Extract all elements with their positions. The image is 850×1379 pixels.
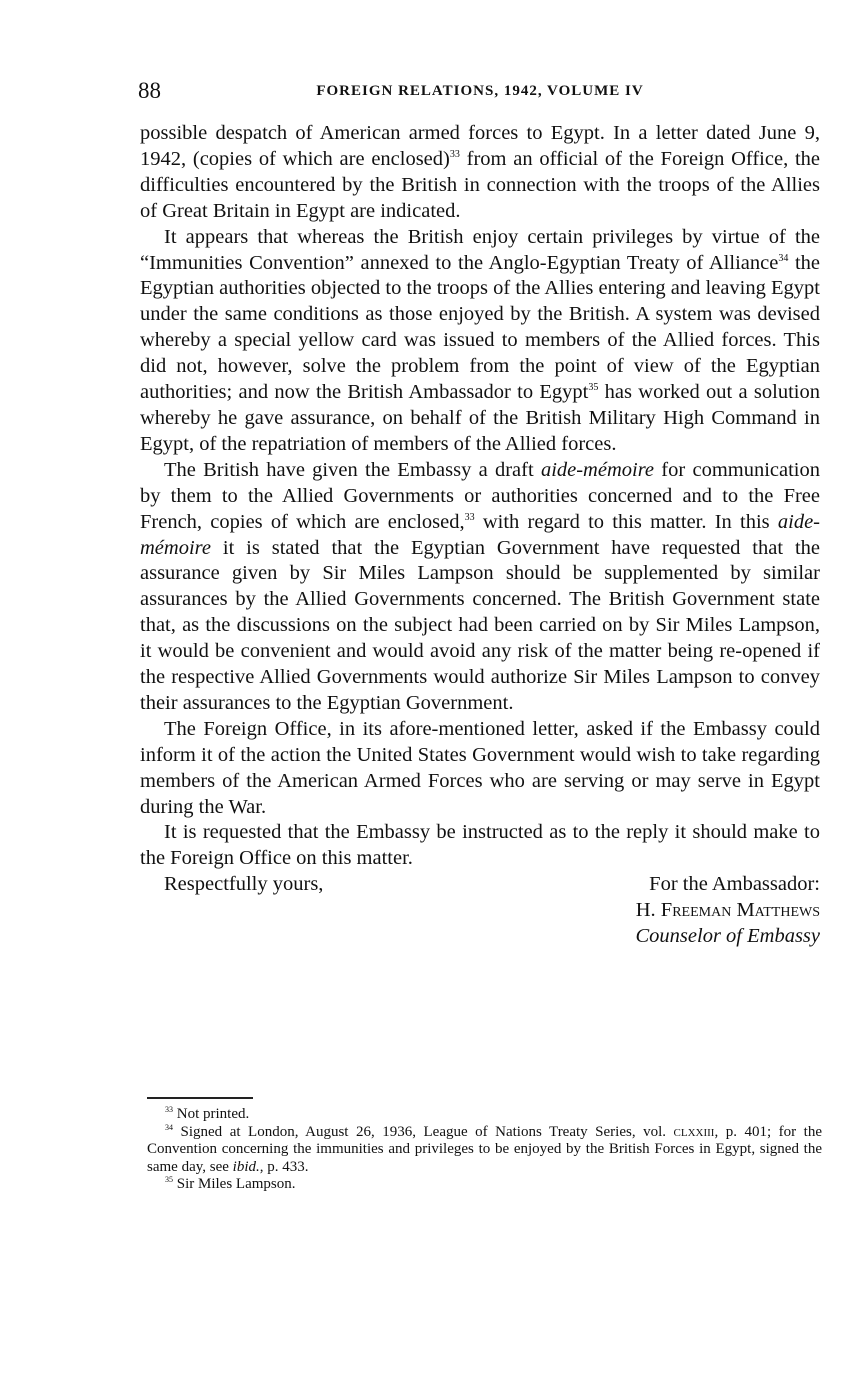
paragraph-text: It appears that whereas the British enjoy certain privileges by virtue of the “Immunities Convention” annexed to the Anglo-Egyptian Treaty of Alliance bbox=[140, 225, 820, 274]
footnote-mark: 35 bbox=[165, 1175, 173, 1185]
signatory-name: H. Freeman Matthews bbox=[635, 899, 820, 922]
ibid-term: ibid. bbox=[232, 1158, 260, 1175]
running-head: FOREIGN RELATIONS, 1942, VOLUME IV bbox=[316, 83, 644, 99]
for-line: For the Ambassador: bbox=[649, 873, 820, 896]
page-number: 88 bbox=[138, 78, 161, 103]
footnote-35 bbox=[147, 1176, 822, 1194]
closing: Respectfully yours, bbox=[164, 873, 324, 896]
italic-term: aide-mémoire bbox=[140, 510, 820, 559]
footnote-text: Not printed. bbox=[176, 1106, 250, 1122]
signatory-title-text: Counselor of Embassy bbox=[635, 925, 820, 948]
footnotes bbox=[147, 1106, 822, 1194]
footnote-ref-33: 33 bbox=[449, 148, 460, 160]
paragraph-text: from an official of the Foreign Office, the difficulties encountered by the British in connection with the troops of the Allies of Great Britain in Egypt are indicated. bbox=[140, 147, 821, 222]
paragraph-text: The British have given the Embassy a draft bbox=[164, 458, 541, 481]
footnote-rule bbox=[147, 1097, 253, 1099]
footnote-mark: 34 bbox=[165, 1122, 173, 1132]
footnote-text: Signed at London, August 26, 1936, League of Nations Treaty Series, vol. bbox=[180, 1123, 674, 1140]
paragraph-text: has worked out a solution whereby he gave assurance, on behalf of the British Military High Command in Egypt, of the repatriation of members of the Allied forces. bbox=[140, 381, 820, 455]
footnote-ref-34: 34 bbox=[778, 252, 789, 264]
footnote-ref-35: 35 bbox=[588, 382, 599, 394]
signatory-title bbox=[636, 924, 821, 950]
footnote-34 bbox=[147, 1124, 822, 1177]
paragraph-2 bbox=[140, 225, 820, 458]
paragraph-text: it is stated that the Egyptian Government have requested that the assurance given by Sir Miles Lampson should be supplemented by similar assurances by the Allied Governments concerned. The British Government state that, as the discussions on the subject had been carried on by Sir Miles Lampson, it would be convenient and would avoid any risk of the matter being re-opened if the respective Allied Governments would authorize Sir Miles Lampson to convey their assurances to the Egyptian Government. bbox=[140, 536, 820, 714]
document-body bbox=[140, 121, 820, 950]
italic-term: aide-mémoire bbox=[540, 458, 655, 481]
signatory bbox=[636, 872, 821, 950]
paragraph-text: possible despatch of American armed forces to Egypt. In a letter dated June 9, 1942, (copies of which are enclosed) bbox=[140, 122, 820, 170]
paragraph-1 bbox=[140, 121, 820, 225]
paragraph-3 bbox=[140, 458, 820, 717]
footnote-text: , p. 401; for the Convention concerning the immunities and privileges to be enjoyed by the British Forces in Egypt, signed the same day, see bbox=[147, 1123, 822, 1175]
roman-volume: clxxiii bbox=[673, 1123, 715, 1140]
page-header bbox=[138, 78, 822, 106]
footnote-ref-33: 33 bbox=[464, 511, 475, 523]
paragraph-text: with regard to this matter. In this bbox=[474, 510, 778, 533]
signature-block bbox=[140, 872, 820, 950]
footnote-33 bbox=[147, 1106, 822, 1124]
paragraph-text: the Egyptian authorities objected to the troops of the Allies entering and leaving Egypt under the same conditions as those enjoyed by the British. A system was devised whereby a special yellow card was issued to members of the Allied forces. This did not, however, solve the problem from the point of view of the Egyptian authorities; and now the British Ambassador to Egypt bbox=[140, 251, 821, 404]
paragraph-text: for communication by them to the Allied Governments or authorities concerned and to the Free French, copies of which are enclosed, bbox=[140, 458, 820, 533]
footnote-text: , p. 433. bbox=[259, 1158, 309, 1175]
paragraph-4: The Foreign Office, in its afore-mentioned letter, asked if the Embassy could inform it of the action the United States Government would wish to take regarding members of the American Armed Forces who are serving or may serve in Egypt during the War. bbox=[140, 717, 820, 818]
paragraph-5: It is requested that the Embassy be instructed as to the reply it should make to the Foreign Office on this matter. bbox=[140, 821, 820, 870]
footnote-text: Sir Miles Lampson. bbox=[176, 1176, 296, 1193]
footnote-mark: 33 bbox=[165, 1105, 173, 1114]
